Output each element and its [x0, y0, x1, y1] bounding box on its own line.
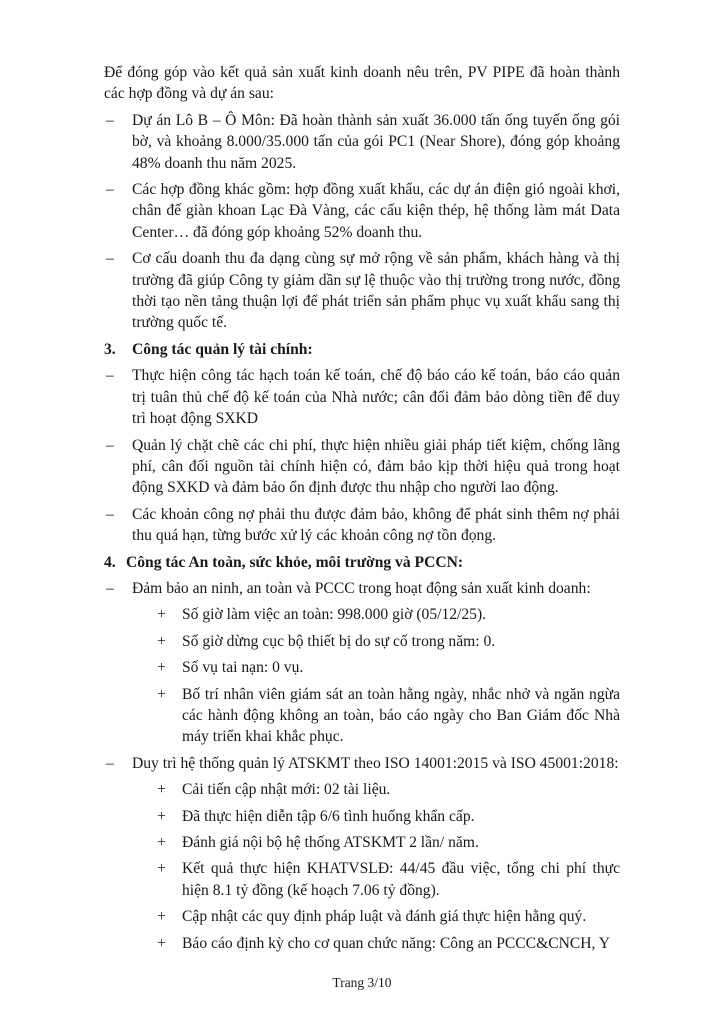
plus-bullet: +	[157, 685, 166, 703]
list-item	[104, 435, 620, 499]
sub-list-item-text: Cập nhật các quy định pháp luật và đánh giá thực hiện hằng quý.	[182, 908, 587, 926]
list-item-text: Các khoản công nợ phải thu được đảm bảo, không để phát sinh thêm nợ phải thu quá hạn, từng bước xử lý các khoản công nợ tồn đọng.	[132, 505, 620, 545]
sub-list-item	[104, 858, 620, 901]
list-item	[104, 248, 620, 334]
sub-list-item	[104, 806, 620, 827]
sub-list-item-text: Số vụ tai nạn: 0 vụ.	[182, 659, 304, 677]
sub-list-item-text: Đã thực hiện diễn tập 6/6 tình huống khẩn cấp.	[182, 807, 475, 825]
plus-bullet: +	[157, 606, 166, 624]
sub-list-item	[104, 631, 620, 652]
intro-paragraph: Để đóng góp vào kết quả sản xuất kinh doanh nêu trên, PV PIPE đã hoàn thành các hợp đồng và dự án sau:	[104, 64, 620, 103]
dash-bullet: –	[106, 111, 114, 129]
sub-list-item	[104, 684, 620, 748]
sub-list-item	[104, 657, 620, 678]
section-4-heading	[104, 552, 620, 573]
list-item	[104, 504, 620, 547]
section-3-heading	[104, 339, 620, 360]
sub-list-item	[104, 604, 620, 625]
sub-list-item-text: Đánh giá nội bộ hệ thống ATSKMT 2 lần/ năm.	[182, 834, 479, 851]
list-item-text: Quản lý chặt chẽ các chi phí, thực hiện nhiều giải pháp tiết kiệm, chống lãng phí, cân đối nguồn tài chính hiện có, đảm bảo kịp thời hiệu quả trong hoạt động SXKD và đảm bảo ổn định được thu nhập cho người lao động.	[132, 436, 620, 497]
list-item	[104, 578, 620, 599]
plus-bullet: +	[157, 659, 166, 677]
dash-bullet: –	[106, 250, 114, 268]
section-title: Công tác An toàn, sức khỏe, môi trường và PCCN:	[126, 553, 464, 571]
plus-bullet: +	[157, 908, 166, 926]
plus-bullet: +	[157, 934, 166, 952]
list-item	[104, 753, 620, 774]
projects-list	[104, 110, 620, 334]
plus-bullet: +	[157, 632, 166, 650]
sub-list-item-text: Số giờ làm việc an toàn: 998.000 giờ (05/12/25).	[182, 606, 487, 624]
plus-bullet: +	[157, 807, 166, 825]
sub-list-item-text: Kết quả thực hiện KHATVSLĐ: 44/45 đầu việc, tổng chi phí thực hiện 8.1 tỷ đồng (kế hoạch 7.06 tỷ đồng).	[182, 860, 620, 899]
list-item	[104, 365, 620, 429]
plus-bullet: +	[157, 860, 166, 878]
section-number: 3.	[104, 340, 116, 358]
list-item	[104, 179, 620, 243]
dash-bullet: –	[106, 505, 114, 523]
sub-list-item-text: Bố trí nhân viên giám sát an toàn hằng ngày, nhắc nhở và ngăn ngừa các hành động không an toàn, báo cáo ngày cho Ban Giám đốc Nhà máy triển khai khắc phục.	[182, 685, 620, 746]
sub-list-item	[104, 832, 620, 853]
dash-bullet: –	[106, 754, 114, 772]
section-title: Công tác quản lý tài chính:	[132, 340, 313, 358]
sub-list-item	[104, 933, 620, 954]
list-item-text: Đảm bảo an ninh, an toàn và PCCC trong hoạt động sản xuất kinh doanh:	[132, 579, 591, 597]
plus-bullet: +	[157, 781, 166, 799]
sub-list-item-text: Số giờ dừng cục bộ thiết bị do sự cố trong năm: 0.	[182, 632, 496, 650]
sub-list-item-text: Báo cáo định kỳ cho cơ quan chức năng: Công an PCCC&CNCH, Y	[182, 934, 611, 952]
dash-bullet: –	[106, 367, 114, 385]
list-item-text: Các hợp đồng khác gồm: hợp đồng xuất khẩu, các dự án điện gió ngoài khơi, chân đế giàn khoan Lạc Đà Vàng, các cấu kiện thép, hệ thống làm mát Data Center… đã đóng góp khoảng 52% doanh thu.	[132, 181, 620, 241]
list-item	[104, 110, 620, 174]
list-item-text: Cơ cấu doanh thu đa dạng cùng sự mở rộng về sản phẩm, khách hàng và thị trường đã giúp Công ty giảm dần sự lệ thuộc vào thị trường trong nước, đồng thời tạo nền tảng thuận lợi để phát triển sản phẩm phục vụ xuất khẩu sang thị trường quốc tế.	[132, 250, 620, 332]
page-number-footer: Trang 3/10	[332, 975, 392, 990]
list-item-text: Thực hiện công tác hạch toán kế toán, chế độ báo cáo kế toán, báo cáo quản trị tuân thủ chế độ kế toán của Nhà nước; cân đối đảm bảo dòng tiền để duy trì hoạt động SXKD	[132, 367, 620, 428]
dash-bullet: –	[106, 181, 114, 199]
section-4-list	[104, 578, 620, 954]
dash-bullet: –	[106, 579, 114, 597]
sub-list-item-text: Cải tiến cập nhật mới: 02 tài liệu.	[182, 781, 391, 799]
plus-bullet: +	[157, 834, 166, 851]
list-item-text: Dự án Lô B – Ô Môn: Đã hoàn thành sản xuất 36.000 tấn ống tuyến ống gói bờ, và khoảng 8.000/35.000 tấn của gói PC1 (Near Shore), đóng góp khoảng 48% doanh thu năm 2025.	[132, 111, 620, 172]
document-page	[104, 62, 620, 959]
section-number: 4.	[104, 553, 116, 571]
dash-bullet: –	[106, 436, 114, 454]
sub-list-item	[104, 779, 620, 800]
sub-list-item	[104, 906, 620, 927]
list-item-text: Duy trì hệ thống quản lý ATSKMT theo ISO 14001:2015 và ISO 45001:2018:	[132, 754, 619, 772]
section-3-list	[104, 365, 620, 546]
